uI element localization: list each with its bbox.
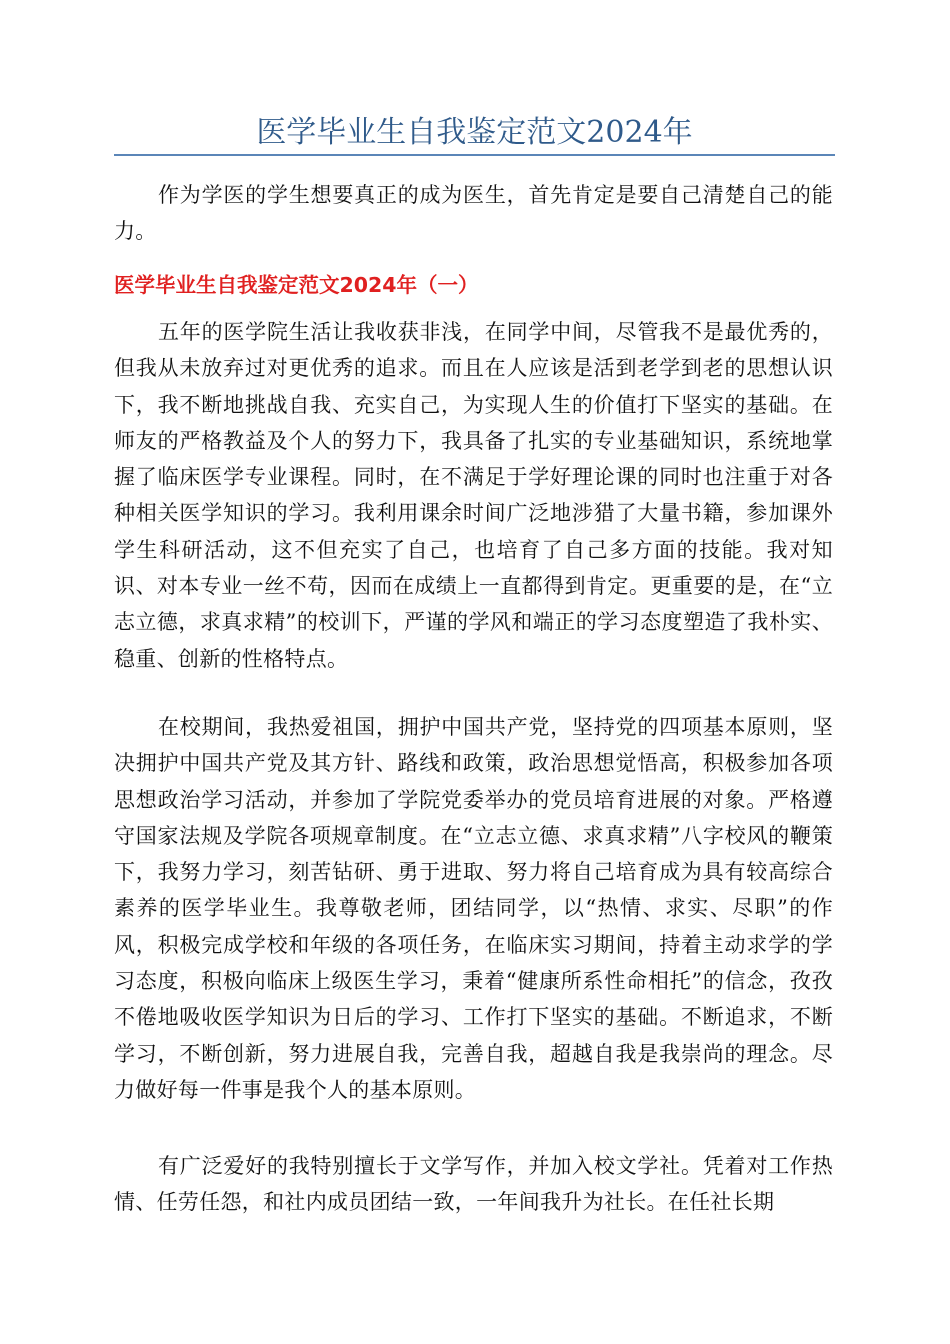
body-paragraph-2: 在校期间，我热爱祖国，拥护中国共产党，坚持党的四项基本原则，坚决拥护中国共产党及其方针、路线和政策，政治思想觉悟高，积极参加各项思想政治学习活动，并参加了学院党委举办的党员培育进展的对象。严格遵守国家法规及学院各项规章制度。在“立志立德、求真求精”八字校风的鞭策下，我努力学习，刻苦钻研、勇于进取、努力将自己培育成为具有较高综合素养的医学毕业生。我尊敬老师，团结同学，以“热情、求实、尽职”的作风，积极完成学校和年级的各项任务，在临床实习期间，持着主动求学的学习态度，积极向临床上级医生学习，秉着“健康所系性命相托”的信念，孜孜不倦地吸收医学知识为日后的学习、工作打下坚实的基础。不断追求，不断学习，不断创新，努力进展自我，完善自我，超越自我是我崇尚的理念。尽力做好每一件事是我个人的基本原则。 (114, 715, 833, 1102)
document-title: 医学毕业生自我鉴定范文2024年 (256, 115, 693, 150)
intro-paragraph: 作为学医的学生想要真正的成为医生，首先肯定是要自己清楚自己的能力。 (114, 183, 833, 244)
title-underline (114, 154, 835, 156)
section-heading: 医学毕业生自我鉴定范文2024年（一） (114, 273, 479, 297)
body-paragraph-3: 有广泛爱好的我特别擅长于文学写作，并加入校文学社。凭着对工作热情、任劳任怨，和社内成员团结一致，一年间我升为社长。在任社长期 (114, 1154, 833, 1215)
body-paragraph-1: 五年的医学院生活让我收获非浅，在同学中间，尽管我不是最优秀的，但我从未放弃过对更优秀的追求。而且在人应该是活到老学到老的思想认识下，我不断地挑战自我、充实自己，为实现人生的价值打下坚实的基础。在师友的严格教益及个人的努力下，我具备了扎实的专业基础知识，系统地掌握了临床医学专业课程。同时，在不满足于学好理论课的同时也注重于对各种相关医学知识的学习。我利用课余时间广泛地涉猎了大量书籍，参加课外学生科研活动，这不但充实了自己，也培育了自己多方面的技能。我对知识、对本专业一丝不苟，因而在成绩上一直都得到肯定。更重要的是，在“立志立德，求真求精”的校训下，严谨的学风和端正的学习态度塑造了我朴实、稳重、创新的性格特点。 (114, 320, 833, 671)
